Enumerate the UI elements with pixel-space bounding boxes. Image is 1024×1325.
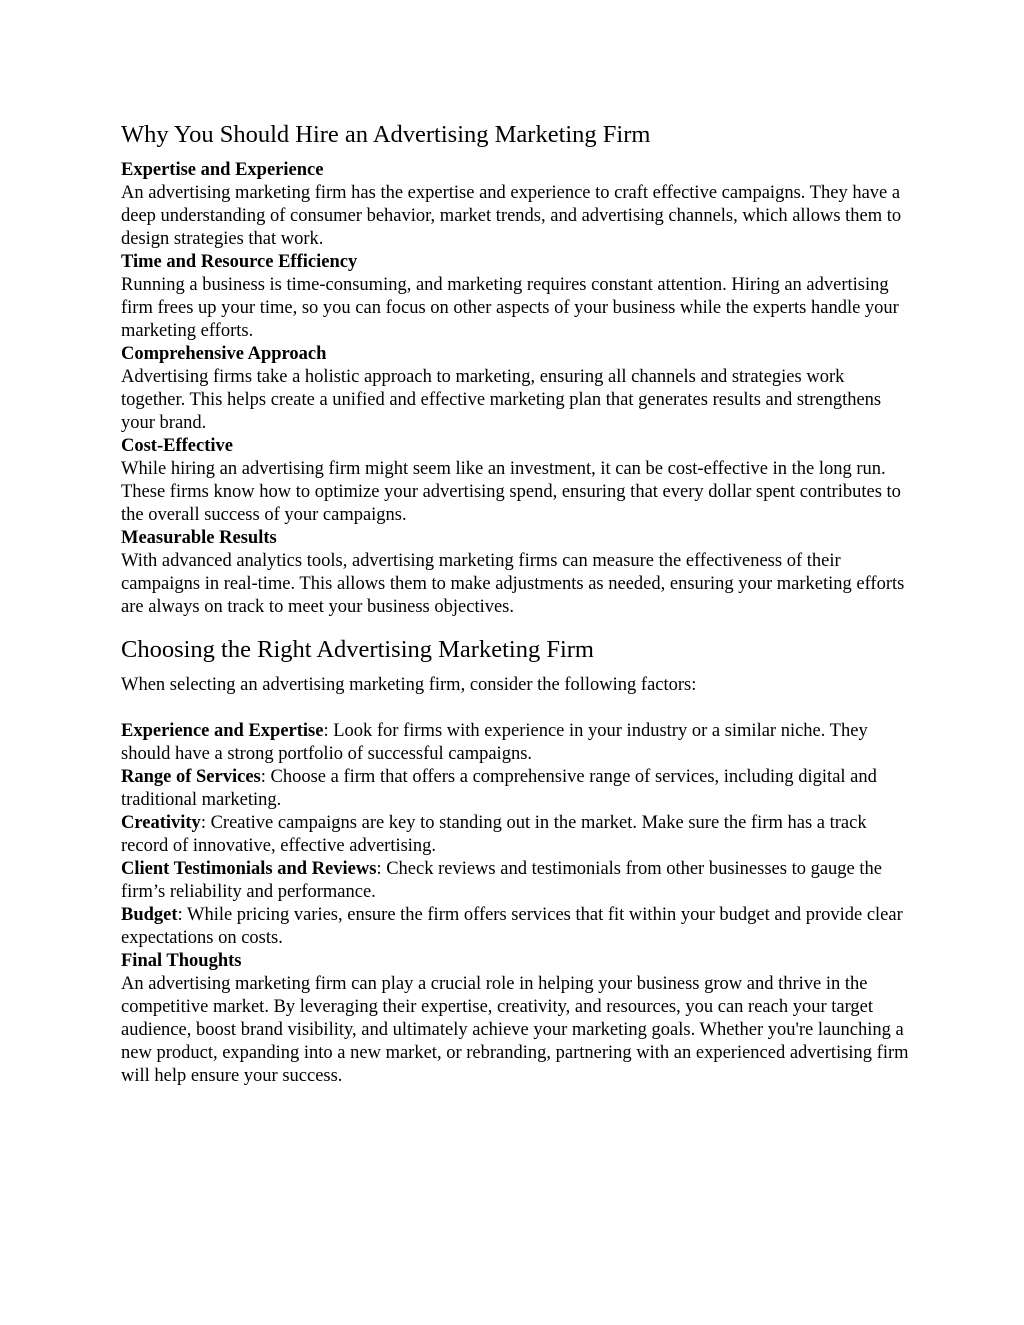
benefit-body: An advertising marketing firm has the expertise and experience to craft effective campaigns. They have a deep understanding of consumer behavior, market trends, and advertising channels, which allows them to design strategies that work. — [121, 183, 902, 249]
section-heading-why-hire: Why You Should Hire an Advertising Marketing Firm — [121, 121, 651, 148]
benefit-body: While hiring an advertising firm might seem like an investment, it can be cost-effective in the long run. These firms know how to optimize your advertising spend, ensuring that every dollar spent contributes to the overall success of your campaigns. — [121, 459, 901, 525]
benefit-title: Comprehensive Approach — [121, 344, 327, 364]
factor-term: Budget — [121, 905, 178, 925]
factor-text: : While pricing varies, ensure the firm offers services that fit within your budget and provide clear expectations on costs. — [121, 905, 903, 948]
factor-item — [121, 812, 911, 858]
benefit-item — [121, 159, 911, 251]
factor-text: : Check reviews and testimonials from other businesses to gauge the firm’s reliability and performance. — [121, 859, 882, 902]
document-page — [121, 118, 911, 1088]
benefit-item — [121, 435, 911, 527]
factor-text: : Look for firms with experience in your industry or a similar niche. They should have a strong portfolio of successful campaigns. — [121, 721, 868, 764]
benefit-title: Cost-Effective — [121, 436, 233, 456]
factor-item — [121, 720, 911, 766]
benefit-title: Time and Resource Efficiency — [121, 252, 358, 272]
benefit-item — [121, 251, 911, 343]
factor-term: Range of Services — [121, 767, 261, 787]
factor-term: Experience and Expertise — [121, 721, 324, 741]
factor-item — [121, 766, 911, 812]
section-heading-choosing: Choosing the Right Advertising Marketing Firm — [121, 636, 594, 663]
benefit-body: With advanced analytics tools, advertising marketing firms can measure the effectiveness of their campaigns in real-time. This allows them to make adjustments as needed, ensuring your marketing efforts are always on track to meet your business objectives. — [121, 551, 905, 617]
benefit-body: Advertising firms take a holistic approach to marketing, ensuring all channels and strategies work together. This helps create a unified and effective marketing plan that generates results and strengthens your brand. — [121, 367, 882, 433]
final-thoughts-title: Final Thoughts — [121, 951, 242, 971]
benefit-title: Measurable Results — [121, 528, 277, 548]
benefit-body: Running a business is time-consuming, and marketing requires constant attention. Hiring an advertising firm frees up your time, so you can focus on other aspects of your business while the experts handle your marketing efforts. — [121, 275, 899, 341]
benefit-item — [121, 527, 911, 619]
factor-term: Client Testimonials and Reviews — [121, 859, 377, 879]
factor-text: : Choose a firm that offers a comprehensive range of services, including digital and traditional marketing. — [121, 767, 877, 810]
section-intro: When selecting an advertising marketing firm, consider the following factors: — [121, 675, 697, 695]
factor-text: : Creative campaigns are key to standing out in the market. Make sure the firm has a track record of innovative, effective advertising. — [121, 813, 867, 856]
final-thoughts-body: An advertising marketing firm can play a crucial role in helping your business grow and thrive in the competitive market. By leveraging their expertise, creativity, and resources, you can reach your target audience, boost brand visibility, and ultimately achieve your marketing goals. Whether you're launching a new product, expanding into a new market, or rebranding, partnering with an experienced advertising firm will help ensure your success. — [121, 974, 909, 1086]
factor-term: Creativity — [121, 813, 201, 833]
benefit-item — [121, 343, 911, 435]
factor-item — [121, 858, 911, 904]
benefit-title: Expertise and Experience — [121, 160, 324, 180]
factor-item — [121, 904, 911, 950]
